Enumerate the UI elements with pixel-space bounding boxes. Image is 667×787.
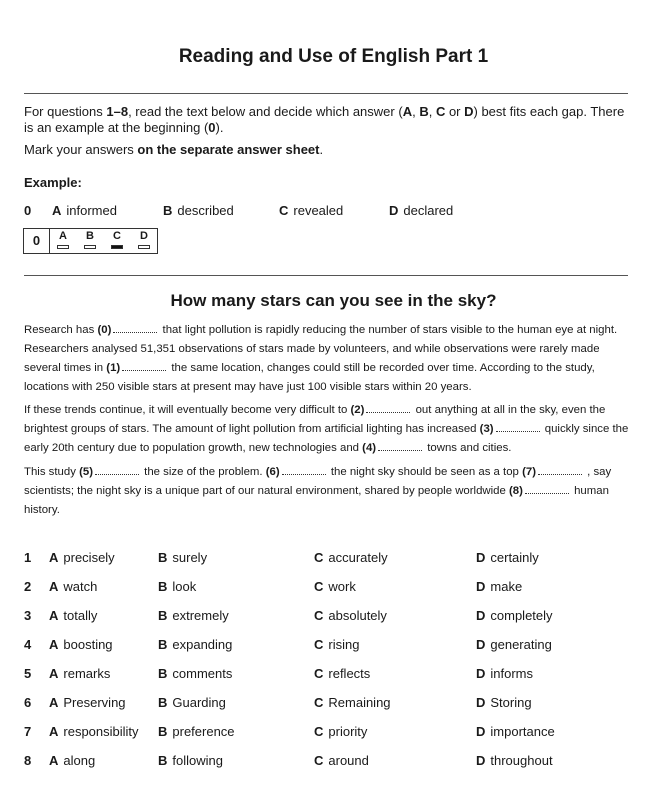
option-8a: A along bbox=[49, 753, 96, 768]
gap-3 bbox=[496, 421, 540, 432]
option-8c: C around bbox=[314, 753, 369, 768]
option-5d: D informs bbox=[476, 666, 534, 681]
gap-4 bbox=[378, 440, 422, 451]
option-8d: D throughout bbox=[476, 753, 553, 768]
answer-box-number: 0 bbox=[24, 229, 50, 253]
gap-1 bbox=[122, 360, 166, 371]
option-1d: D certainly bbox=[476, 550, 539, 565]
option-6c: C Remaining bbox=[314, 695, 391, 710]
answer-box-letter-d: D bbox=[140, 230, 148, 242]
option-3d: D completely bbox=[476, 608, 553, 623]
option-2c: C work bbox=[314, 579, 356, 594]
option-1c: C accurately bbox=[314, 550, 388, 565]
option-3c: C absolutely bbox=[314, 608, 387, 623]
gap-2 bbox=[366, 402, 410, 413]
question-4: 4 A boosting B expanding C rising D generating bbox=[24, 637, 552, 652]
gap-6 bbox=[282, 464, 326, 475]
option-7b: B preference bbox=[158, 724, 235, 739]
gap-7 bbox=[538, 464, 582, 475]
answer-box-letter-c: C bbox=[113, 230, 121, 242]
option-1a: A precisely bbox=[49, 550, 115, 565]
answer-box-letter-b: B bbox=[86, 230, 94, 242]
option-4a: A boosting bbox=[49, 637, 113, 652]
middle-divider bbox=[24, 275, 628, 276]
question-3: 3 A totally B extremely C absolutely D completely bbox=[24, 608, 553, 623]
example-answer-box bbox=[23, 228, 158, 254]
option-5c: C reflects bbox=[314, 666, 371, 681]
answer-bubble-d bbox=[138, 245, 150, 249]
gap-0 bbox=[113, 322, 157, 333]
story-title: How many stars can you see in the sky? bbox=[170, 291, 497, 310]
option-3b: B extremely bbox=[158, 608, 229, 623]
top-divider bbox=[24, 93, 628, 94]
answer-bubble-a bbox=[57, 245, 69, 249]
paragraph-1: Research has (0) that light pollution is rapidly reducing the number of stars visible to the human eye at night. Researchers analysed 51,351 observations of stars made by volunteers, and while observations were rarely made several times in (1) the same location, changes could still be recorded over time. According to the study, locations with 250 visible stars at present may have just 100 visible stars within 20 years. bbox=[24, 324, 618, 393]
question-6: 6 A Preserving B Guarding C Remaining D Storing bbox=[24, 695, 532, 710]
answer-bubble-c bbox=[111, 245, 123, 249]
option-4b: B expanding bbox=[158, 637, 233, 652]
gap-5 bbox=[95, 464, 139, 475]
example-option-b: B described bbox=[163, 203, 234, 218]
example-label: Example: bbox=[24, 175, 82, 190]
example-row bbox=[24, 203, 524, 219]
option-2b: B look bbox=[158, 579, 197, 594]
option-4c: C rising bbox=[314, 637, 360, 652]
question-1: 1 A precisely B surely C accurately D certainly bbox=[24, 550, 539, 565]
option-5a: A remarks bbox=[49, 666, 111, 681]
option-4d: D generating bbox=[476, 637, 552, 652]
example-option-d: D declared bbox=[389, 203, 454, 218]
option-6d: D Storing bbox=[476, 695, 532, 710]
example-option-a: A informed bbox=[52, 203, 117, 218]
option-6b: B Guarding bbox=[158, 695, 226, 710]
option-2a: A watch bbox=[49, 579, 98, 594]
option-8b: B following bbox=[158, 753, 223, 768]
answer-bubble-b bbox=[84, 245, 96, 249]
paragraph-2: If these trends continue, it will eventually become very difficult to (2) out anything at all in the sky, even the brightest groups of stars. The amount of light pollution from artificial lighting has increased (3) quickly since the early 20th century due to population growth, new technologies and (4) towns and cities. bbox=[24, 404, 629, 454]
paragraph-3: This study (5) the size of the problem. (6) the night sky should be seen as a top (7) , say scientists; the night sky is a unique part of our natural environment, shared by people worldwide (8) human history. bbox=[24, 466, 612, 516]
page-title: Reading and Use of English Part 1 bbox=[178, 46, 489, 67]
answer-box-letter-a: A bbox=[59, 230, 67, 242]
question-2: 2 A watch B look C work D make bbox=[24, 579, 523, 594]
option-5b: B comments bbox=[158, 666, 233, 681]
example-number: 0 bbox=[24, 203, 32, 218]
option-6a: A Preserving bbox=[49, 695, 126, 710]
option-1b: B surely bbox=[158, 550, 208, 565]
option-2d: D make bbox=[476, 579, 523, 594]
option-7d: D importance bbox=[476, 724, 555, 739]
question-5: 5 A remarks B comments C reflects D informs bbox=[24, 666, 534, 681]
option-7c: C priority bbox=[314, 724, 368, 739]
question-7: 7 A responsibility B preference C priority D importance bbox=[24, 724, 555, 739]
option-3a: A totally bbox=[49, 608, 98, 623]
example-option-c: C revealed bbox=[279, 203, 344, 218]
option-7a: A responsibility bbox=[49, 724, 139, 739]
mark-answers-note: Mark your answers on the separate answer sheet. bbox=[24, 142, 324, 157]
instructions: For questions 1–8, read the text below and decide which answer (A, B, C or D) best fits each gap. There is an example at the beginning (0). bbox=[24, 104, 625, 135]
gap-8 bbox=[525, 483, 569, 494]
question-8: 8 A along B following C around D throughout bbox=[24, 753, 553, 768]
